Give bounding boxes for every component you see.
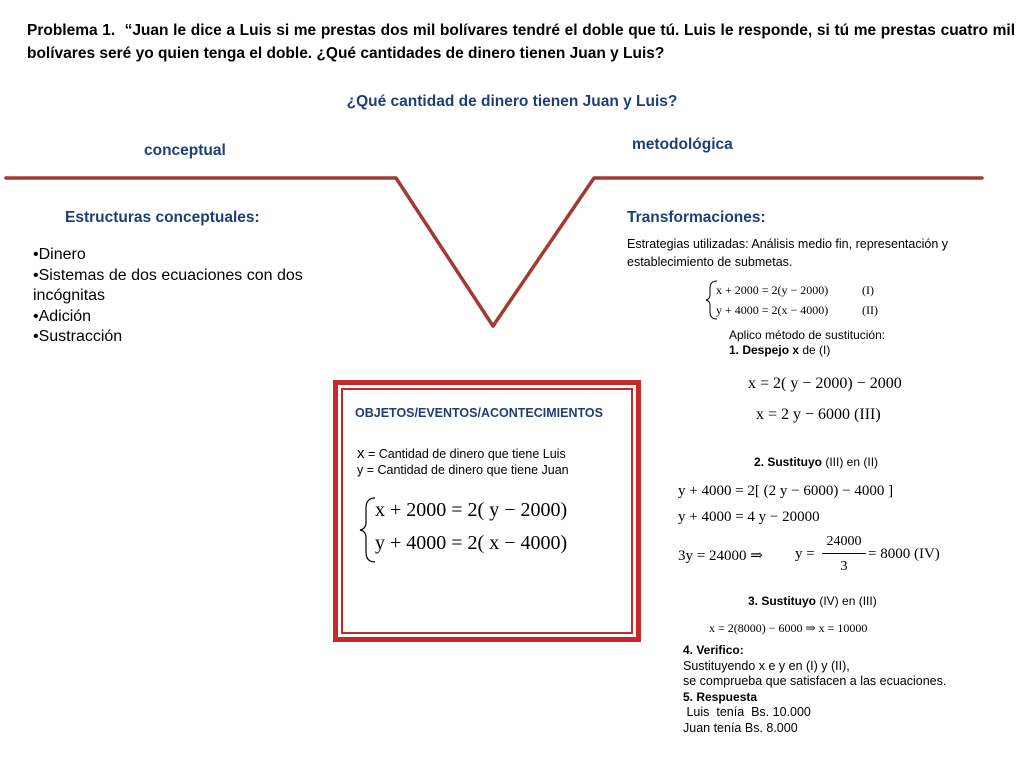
problem-text: “Juan le dice a Luis si me prestas dos mil bolívares tendré el doble que tú. Luis le responde, si tú me prestas cuatro mil bolívares seré yo quien tenga el doble. ¿Qué cantidades de dinero tienen Juan y Luis? xyxy=(27,22,1016,62)
objects-eq2: y + 4000 = 2( x − 4000) xyxy=(375,532,568,554)
fraction-denominator: 3 xyxy=(840,559,848,574)
step1-line xyxy=(729,343,830,358)
step2-eq3-right: = 8000 (IV) xyxy=(868,546,940,562)
concept-list xyxy=(33,245,343,348)
conceptual-heading: Estructuras conceptuales: xyxy=(65,209,260,226)
verification-block xyxy=(683,643,946,736)
step4-line2: se comprueba que satisfacen a las ecuaciones. xyxy=(683,674,947,688)
system-eq1-small xyxy=(716,283,828,298)
objects-title: OBJETOS/EVENTOS/ACONTECIMIENTOS xyxy=(355,406,603,420)
step3-label: 3. Sustituyo xyxy=(748,594,817,608)
y-definition: y = Cantidad de dinero que tiene Juan xyxy=(357,463,569,477)
step4-label: 4. Verifico: xyxy=(683,643,744,657)
strategy-text: Estrategias utilizadas: Análisis medio fin, representación y establecimiento de submetas. xyxy=(627,237,948,269)
step2-label: 2. Sustituyo xyxy=(754,455,823,469)
fraction-numerator: 24000 xyxy=(826,534,862,549)
step1-suffix: de (I) xyxy=(799,343,831,357)
step3-suffix: (IV) en (III) xyxy=(816,594,877,608)
list-item: •Sustracción xyxy=(33,328,123,345)
problem-label: Problema 1. xyxy=(27,22,116,39)
system-eq2-text: y + 4000 = 2(x − 4000) xyxy=(716,303,829,317)
step1-eq1: x = 2( y − 2000) − 2000 xyxy=(748,375,902,392)
method-note: Aplico método de sustitución: xyxy=(729,328,886,342)
step3-line xyxy=(748,594,877,609)
x-definition xyxy=(357,446,569,462)
step2-suffix: (III) en (II) xyxy=(822,455,879,469)
side-label-metodologica: metodológica xyxy=(632,136,733,153)
list-item: •Sistemas de dos ecuaciones con dos incógnitas xyxy=(33,266,303,304)
step2-eq2: y + 4000 = 4 y − 20000 xyxy=(678,509,820,525)
fraction-bar xyxy=(822,553,866,554)
x-symbol: x xyxy=(357,445,365,462)
step2-line xyxy=(754,455,878,470)
x-definition-text: = Cantidad de dinero que tiene Luis xyxy=(364,447,566,461)
focus-question: ¿Qué cantidad de dinero tienen Juan y Luis? xyxy=(346,93,678,110)
step2-eq3-y: y = xyxy=(795,546,815,562)
side-label-conceptual: conceptual xyxy=(144,142,226,159)
system-eq2-small xyxy=(716,303,828,318)
variable-definitions xyxy=(357,446,569,478)
methodological-heading: Transformaciones: xyxy=(627,209,766,226)
step2-eq3-left: 3y = 24000 ⇒ xyxy=(678,548,763,564)
step5-label: 5. Respuesta xyxy=(683,689,758,704)
system-eq1-text: x + 2000 = 2(y − 2000) xyxy=(716,283,829,297)
list-item: •Dinero xyxy=(33,246,86,263)
step1-eq2 xyxy=(756,406,881,424)
system-tag1: (I) xyxy=(862,283,874,297)
answer-luis: Luis tenía Bs. 10.000 xyxy=(683,705,811,719)
step2-eq1: y + 4000 = 2[ (2 y − 6000) − 4000 ] xyxy=(678,483,894,499)
step4-line1: Sustituyendo x e y en (I) y (II), xyxy=(683,658,850,673)
objects-eq1: x + 2000 = 2( y − 2000) xyxy=(375,499,568,521)
step1-label: 1. Despejo x xyxy=(729,343,800,357)
step3-eq: x = 2(8000) − 6000 ⇒ x = 10000 xyxy=(709,621,868,635)
system-tag2: (II) xyxy=(862,303,878,317)
list-item: •Adición xyxy=(33,307,92,325)
step1-tag: (III) xyxy=(854,406,881,423)
answer-juan: Juan tenía Bs. 8.000 xyxy=(683,720,798,735)
step1-eq2-text: x = 2 y − 6000 xyxy=(756,406,851,423)
